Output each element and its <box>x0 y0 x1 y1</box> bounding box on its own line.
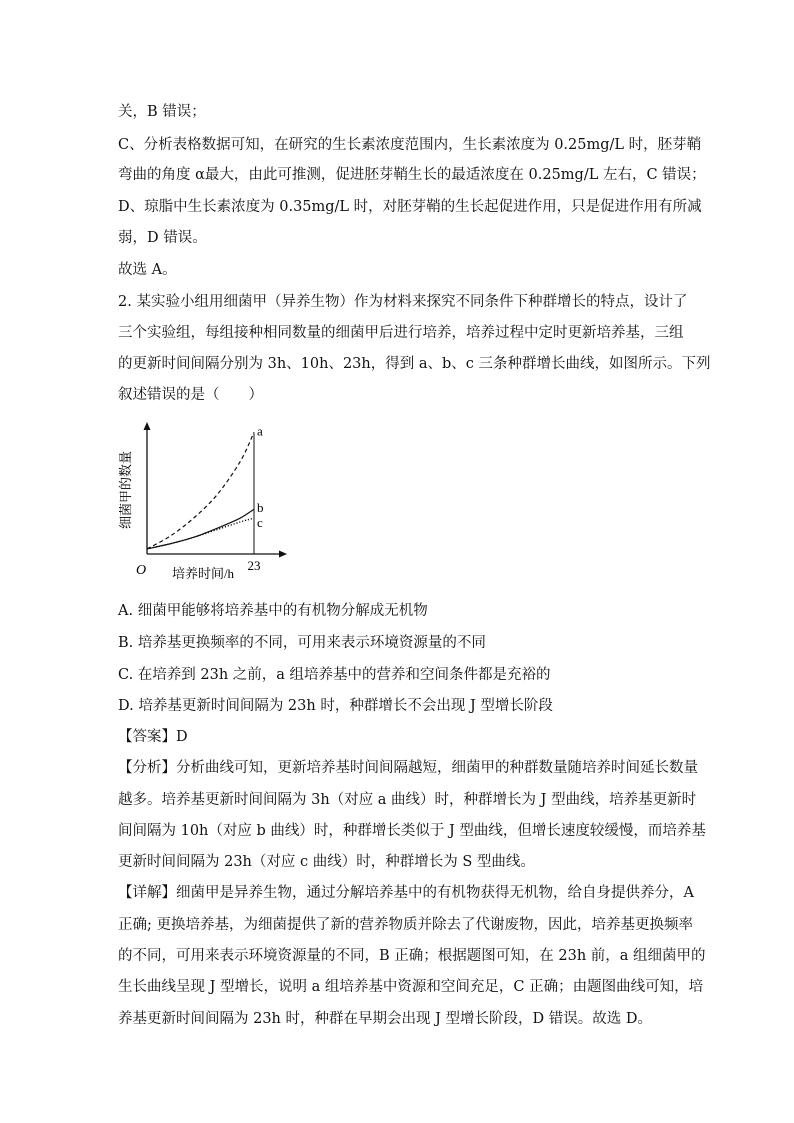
text-line: 越多。培养基更新时间间隔为 3h（对应 a 曲线）时，种群增长为 J 型曲线，培养基更新时 <box>118 792 697 808</box>
text-line: 故选 A。 <box>118 262 177 278</box>
answer: 【答案】D <box>118 729 188 745</box>
x-axis-label: 培养时间/h <box>171 566 235 581</box>
text-line: 更新时间间隔为 23h（对应 c 曲线）时，种群增长为 S 型曲线。 <box>118 854 535 870</box>
text-line: C、分析表格数据可知，在研究的生长素浓度范围内，生长素浓度为 0.25mg/L 时，胚芽鞘 <box>118 137 702 153</box>
curve-label-b: b <box>257 500 264 516</box>
text-line: 养基更新时间间隔为 23h 时，种群在早期会出现 J 型增长阶段，D 错误。故选 D。 <box>118 1011 653 1027</box>
text-line: 间间隔为 10h（对应 b 曲线）时，种群增长类似于 J 型曲线，但增长速度较缓慢，而培养基 <box>118 823 706 839</box>
text-line: 2. 某实验小组用细菌甲（异养生物）作为材料来探究不同条件下种群增长的特点，设计了 <box>118 294 688 310</box>
text-line: 叙述错误的是（ ） <box>118 387 263 403</box>
text-line: 【详解】细菌甲是异养生物，通过分解培养基中的有机物获得无机物，给自身提供养分，A <box>118 885 694 901</box>
text-line: 的更新时间间隔分别为 3h、10h、23h，得到 a、b、c 三条种群增长曲线，如图所示。下列 <box>118 356 711 372</box>
text-line: 弱，D 错误。 <box>118 230 207 246</box>
chart-curves <box>147 432 254 554</box>
text-line: 【分析】分析曲线可知，更新培养基时间间隔越短，细菌甲的种群数量随培养时间延长数量 <box>118 760 698 776</box>
y-axis-arrow-icon <box>144 422 151 430</box>
text-line: 正确; 更换培养基，为细菌提供了新的营养物质并除去了代谢废物，因此，培养基更换频率 <box>118 917 693 933</box>
option-a: A. 细菌甲能够将培养基中的有机物分解成无机物 <box>118 603 428 619</box>
text-line: 关，B 错误； <box>118 104 206 120</box>
text-line: 弯曲的角度 α最大，由此可推测，促进胚芽鞘生长的最适浓度在 0.25mg/L 左右，C 错误； <box>118 167 706 183</box>
curve-label-a: a <box>257 423 263 439</box>
curve-a <box>147 432 254 548</box>
text-line: 三个实验组，每组接种相同数量的细菌甲后进行培养，培养过程中定时更新培养基，三组 <box>118 325 684 341</box>
x-tick-label: 23 <box>247 558 261 573</box>
text-line: D、琼脂中生长素浓度为 0.35mg/L 时，对胚芽鞘的生长起促进作用，只是促进作用有所减 <box>118 199 702 215</box>
option-c: C. 在培养到 23h 之前，a 组培养基中的营养和空间条件都是充裕的 <box>118 667 551 683</box>
x-axis-arrow-icon <box>279 551 287 558</box>
curve-c <box>147 518 254 549</box>
text-line: 的不同，可用来表示环境资源量的不同，B 正确；根据题图可知，在 23h 前，a 组细菌甲的 <box>118 948 706 964</box>
chart-axes <box>144 422 288 558</box>
origin-label: O <box>136 563 147 578</box>
option-d: D. 培养基更新时间间隔为 23h 时，种群增长不会出现 J 型增长阶段 <box>118 698 553 714</box>
option-b: B. 培养基更换频率的不同，可用来表示环境资源量的不同 <box>118 635 486 651</box>
text-line: 生长曲线呈现 J 型增长，说明 a 组培养基中资源和空间充足，C 正确；由题图曲线可知，培 <box>118 979 704 995</box>
growth-curve-figure <box>110 418 300 583</box>
curve-b <box>147 509 254 549</box>
y-axis-label: 细菌甲的数量 <box>118 450 133 530</box>
curve-label-c: c <box>257 515 263 531</box>
